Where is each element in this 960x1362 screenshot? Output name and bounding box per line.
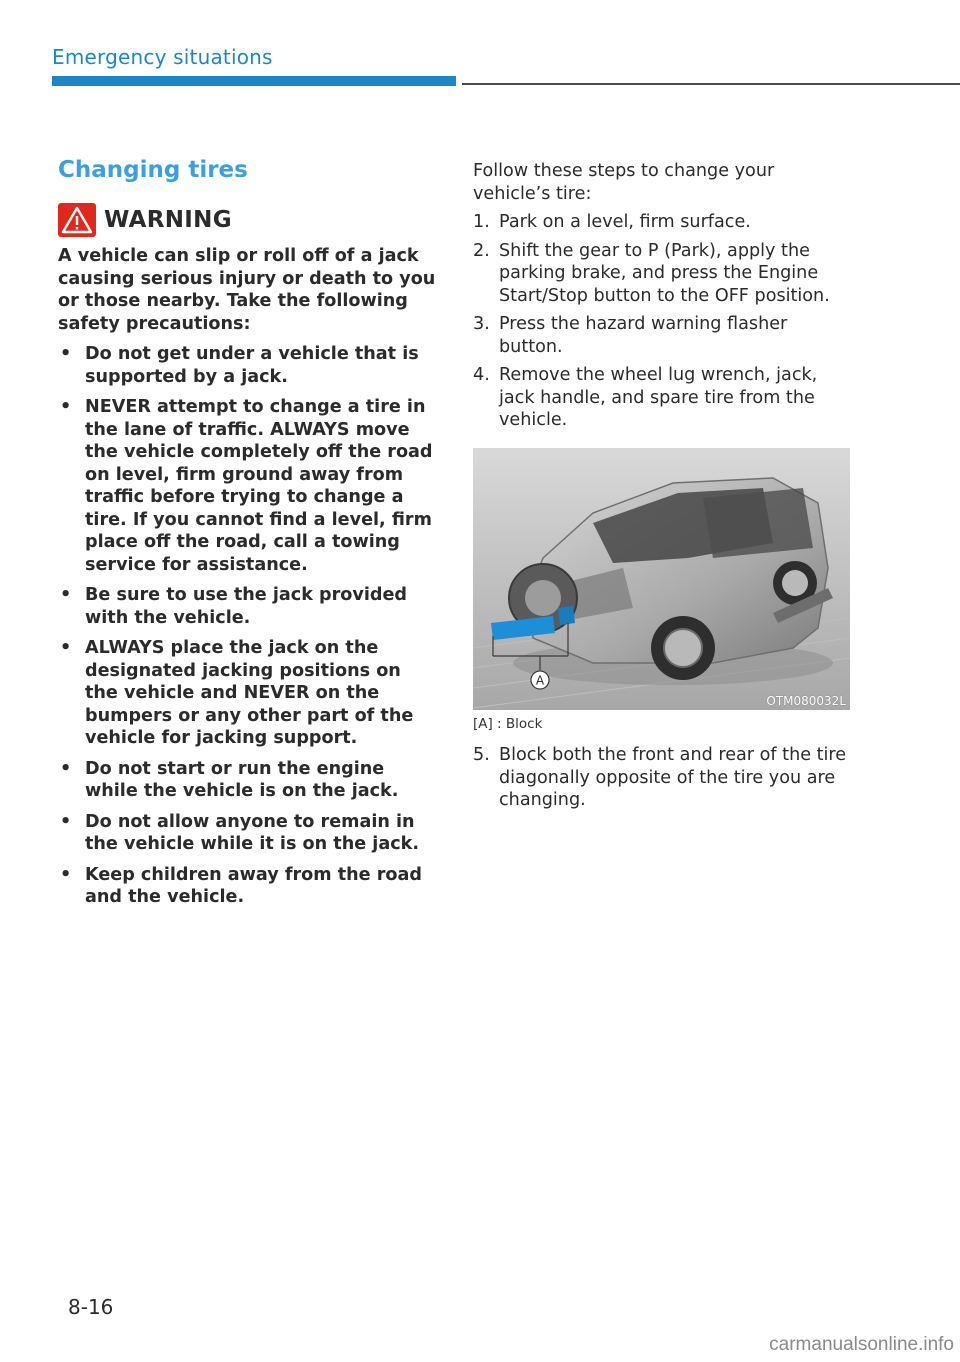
header-bar-rule [462,83,960,85]
step-item: 3. Press the hazard warning flasher button. [473,314,788,357]
warning-item: • NEVER attempt to change a tire in the lane of traffic. ALWAYS move the vehicle completely off the road on level, firm ground away from traffic before trying to change a tire. If you cannot find a level, firm place off the road, call a towing service for assistance. [60,397,433,575]
watermark: carmanualsonline.info [769,1334,954,1355]
warning-item: • Be sure to use the jack provided with the vehicle. [60,585,408,628]
warning-item: • Keep children away from the road and the vehicle. [60,864,422,907]
warning-intro: A vehicle can slip or roll off of a jack causing serious injury or death to you or those nearby. Take the following safety precautions: [58,246,436,334]
warning-item: • Do not allow anyone to remain in the vehicle while it is on the jack. [60,811,420,854]
warning-item: • Do not start or run the engine while the vehicle is on the jack. [60,758,399,801]
warning-label: WARNING [104,207,232,233]
warning-item: • ALWAYS place the jack on the designated jacking positions on the vehicle and NEVER on the bumpers or any other part of the vehicle for jacking support. [60,638,414,748]
vehicle-block-illustration [473,448,850,710]
right-column [473,160,853,438]
page-number: 8-16 [68,1295,114,1319]
steps-list-continued [473,744,853,812]
wheel-block-rear [558,606,575,625]
warning-header [58,203,438,237]
figure-caption: [A] : Block [473,716,543,732]
section-title: Changing tires [58,157,248,183]
left-column [58,157,438,917]
warning-list [58,343,438,909]
callout-a-label: A [535,673,545,688]
steps-list [473,211,853,432]
step-item: 5. Block both the front and rear of the tire diagonally opposite of the tire you are changing. [473,745,847,810]
right-column-continued [473,744,853,818]
step-item: 1. Park on a level, firm surface. [473,212,751,232]
figure-code: OTM080032L [766,694,846,708]
warning-triangle-icon [58,203,96,237]
steps-intro: Follow these steps to change your vehicle’s tire: [473,161,775,204]
header-bar-accent [52,76,456,86]
header-title: Emergency situations [52,45,273,69]
step-item: 2. Shift the gear to P (Park), apply the parking brake, and press the Engine Start/Stop button to the OFF position. [473,240,830,306]
tire-change-illustration [473,448,850,710]
step-item: 4. Remove the wheel lug wrench, jack, jack handle, and spare tire from the vehicle. [473,365,818,430]
warning-item: • Do not get under a vehicle that is supported by a jack. [60,344,419,387]
